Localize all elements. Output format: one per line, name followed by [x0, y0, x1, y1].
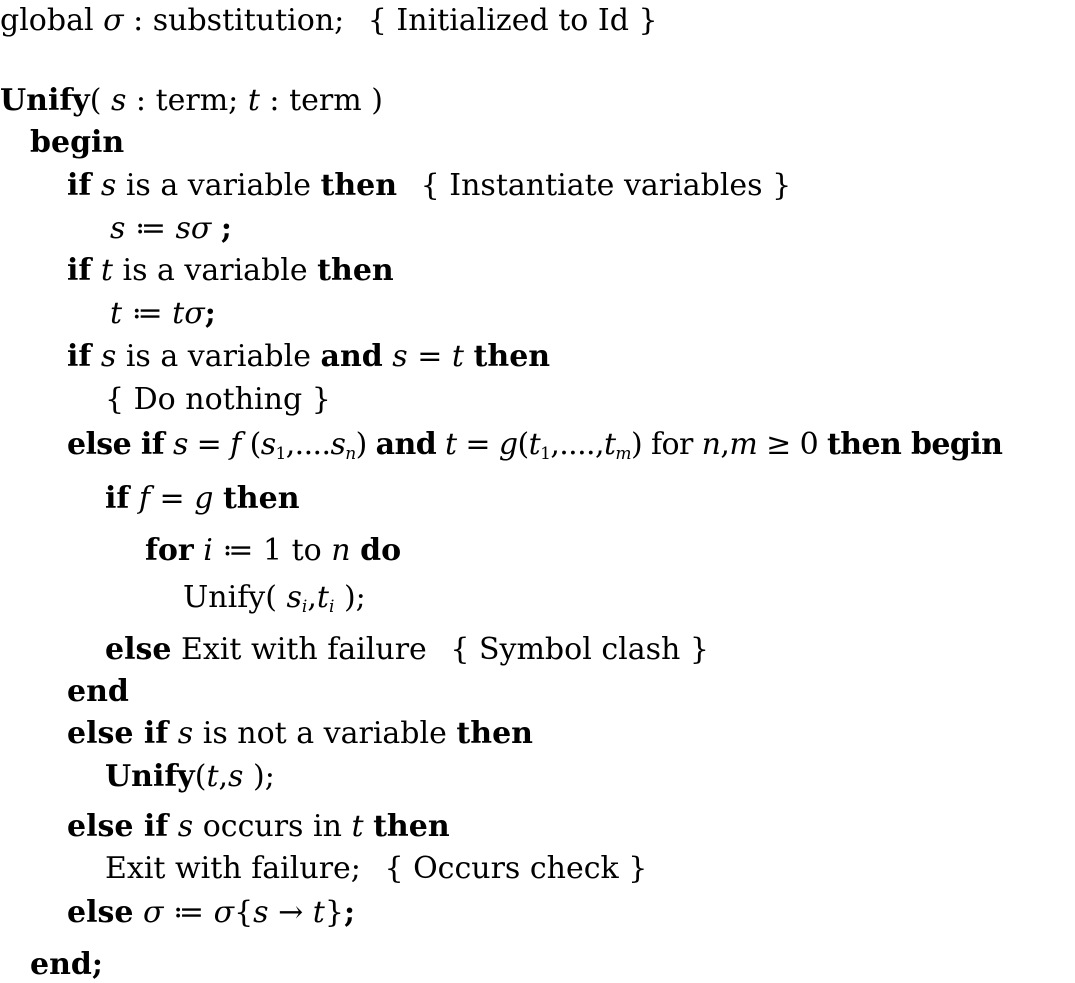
exit-text: Exit with failure;	[105, 851, 361, 886]
global-keyword: global	[0, 3, 94, 38]
func-g: g	[194, 481, 214, 516]
then-keyword: then	[473, 339, 551, 374]
equals-op: =	[149, 481, 195, 516]
sigma-type: : substitution;	[123, 3, 345, 38]
subscript: 1	[275, 444, 286, 464]
equals-op: =	[456, 427, 499, 462]
var-t: t	[603, 427, 616, 462]
function-name: Unify	[0, 83, 90, 118]
var-t: t	[172, 296, 185, 331]
comma: ,	[307, 580, 317, 615]
paren-open: (	[265, 580, 287, 615]
func-f: f	[230, 427, 241, 462]
else-if-occurs-line	[67, 809, 450, 845]
sigma-symbol: σ	[143, 895, 164, 930]
sigma-symbol: σ	[103, 3, 124, 38]
t-assign-line	[110, 296, 216, 332]
function-name: Unify	[105, 759, 195, 794]
do-keyword: do	[360, 533, 402, 568]
occurs-check-comment: { Occurs check }	[384, 851, 648, 886]
semicolon: ;	[204, 296, 216, 331]
param-s: s	[110, 83, 127, 118]
var-t: t	[451, 339, 464, 374]
then-keyword: then	[456, 716, 533, 751]
swap-unify-call	[105, 759, 275, 795]
var-s: s	[172, 427, 188, 462]
then-keyword: then	[317, 253, 394, 288]
paren-close: )	[630, 427, 643, 462]
else-if-keyword: else if	[67, 809, 169, 844]
paren-close: )	[355, 427, 367, 462]
else-if-function-line	[67, 427, 1002, 463]
equals-op: =	[187, 427, 231, 462]
global-comment: { Initialized to Id }	[367, 3, 658, 38]
assign-op: ≔	[125, 211, 176, 246]
ellipsis: ,....,	[550, 427, 604, 462]
paren-open: (	[240, 427, 261, 462]
if-s-equals-t-line	[67, 339, 550, 375]
function-signature	[0, 83, 383, 119]
do-nothing-text: { Do nothing }	[105, 382, 331, 417]
paren-open: (	[89, 83, 102, 118]
subscript: 1	[540, 444, 551, 464]
condition-text: occurs in	[202, 809, 342, 844]
var-t: t	[110, 296, 123, 331]
comma: ,	[720, 427, 730, 462]
to-text: to	[291, 533, 322, 568]
end-final-line	[30, 947, 103, 983]
for-loop-line	[145, 533, 401, 569]
subscript: i	[328, 597, 335, 617]
assign-one: ≔ 1	[212, 533, 292, 568]
var-t: t	[528, 427, 541, 462]
brace-open: {	[234, 895, 254, 930]
ellipsis: ,....	[285, 427, 331, 462]
if-f-equals-g-line	[105, 481, 300, 517]
and-keyword: and	[375, 427, 437, 462]
else-if-keyword: else if	[67, 427, 165, 462]
if-keyword: if	[67, 339, 92, 374]
var-t: t	[100, 253, 113, 288]
subscript: n	[345, 444, 356, 464]
global-declaration	[0, 3, 658, 39]
if-keyword: if	[67, 253, 92, 288]
symbol-clash-comment: { Symbol clash }	[450, 632, 709, 667]
recursive-unify-call	[183, 580, 366, 616]
else-keyword: else	[67, 895, 134, 930]
sigma-symbol: σ	[190, 211, 212, 246]
do-nothing-comment	[105, 382, 331, 418]
var-i: i	[203, 533, 213, 568]
var-t: t	[316, 580, 329, 615]
var-s: s	[392, 339, 408, 374]
exit-occurs-line	[105, 851, 647, 887]
s-assign-line	[110, 211, 232, 247]
var-s: s	[110, 211, 126, 246]
assign-op: ≔	[122, 296, 173, 331]
if-keyword: if	[105, 481, 130, 516]
equals-op: =	[407, 339, 452, 374]
var-s: s	[286, 580, 302, 615]
sigma-symbol: σ	[184, 296, 205, 331]
else-exit-line	[105, 632, 709, 668]
geq-zero: ≥ 0	[757, 427, 819, 462]
else-sigma-line	[67, 895, 355, 931]
var-s: s	[100, 168, 117, 203]
var-t: t	[206, 759, 219, 794]
func-f: f	[138, 481, 150, 516]
condition-text: is a variable	[125, 168, 311, 203]
var-s: s	[177, 716, 194, 751]
if-keyword: if	[67, 168, 92, 203]
subscript: m	[615, 444, 631, 464]
end-line	[67, 674, 129, 710]
condition-text: is a variable	[122, 253, 308, 288]
var-t: t	[312, 895, 325, 930]
brace-close: }	[324, 895, 344, 930]
var-s: s	[100, 339, 117, 374]
for-keyword: for	[145, 533, 194, 568]
var-s: s	[330, 427, 346, 462]
then-keyword: then	[373, 809, 450, 844]
var-s: s	[175, 211, 191, 246]
instantiate-comment: { Instantiate variables }	[420, 168, 792, 203]
param-t: t	[247, 83, 260, 118]
else-if-not-variable-line	[67, 716, 533, 752]
func-g: g	[498, 427, 518, 462]
begin-keyword: begin	[30, 125, 125, 160]
and-keyword: and	[320, 339, 383, 374]
param-s-type: : term;	[126, 83, 239, 118]
paren-open: (	[194, 759, 207, 794]
paren-close: );	[243, 759, 275, 794]
comma: ,	[218, 759, 229, 794]
paren-close: )	[371, 83, 383, 118]
var-s: s	[253, 895, 269, 930]
function-name: Unify	[183, 580, 266, 615]
exit-text: Exit with failure	[181, 632, 427, 667]
paren-open: (	[517, 427, 529, 462]
var-n: n	[701, 427, 721, 462]
if-s-variable-line	[67, 168, 791, 204]
var-m: m	[729, 427, 758, 462]
assign-op: ≔	[163, 895, 214, 930]
condition-text: is not a variable	[202, 716, 447, 751]
else-if-keyword: else if	[67, 716, 169, 751]
var-s: s	[260, 427, 276, 462]
var-s: s	[177, 809, 194, 844]
var-t: t	[445, 427, 457, 462]
then-keyword: then	[222, 481, 300, 516]
var-s: s	[228, 759, 244, 794]
else-keyword: else	[105, 632, 172, 667]
if-t-variable-line	[67, 253, 394, 289]
subscript: i	[301, 597, 308, 617]
end-final-keyword: end;	[30, 947, 103, 982]
semicolon: ;	[343, 895, 356, 930]
begin-line	[30, 125, 124, 161]
end-keyword: end	[67, 674, 129, 709]
param-t-type: : term	[259, 83, 362, 118]
then-keyword: then	[320, 168, 398, 203]
sigma-symbol: σ	[213, 895, 235, 930]
then-begin-keyword: then begin	[827, 427, 1003, 462]
var-t: t	[351, 809, 364, 844]
for-text: for	[650, 427, 693, 462]
semicolon: ;	[220, 211, 232, 246]
paren-close: );	[334, 580, 366, 615]
arrow: →	[268, 895, 313, 930]
var-n: n	[331, 533, 351, 568]
condition-text: is a variable	[125, 339, 311, 374]
